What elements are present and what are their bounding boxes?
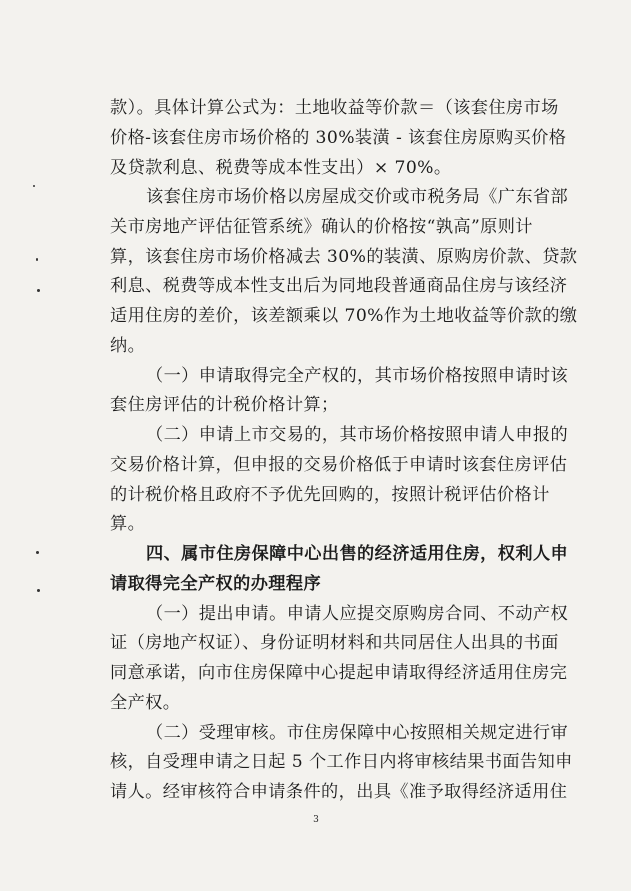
text-line: 证（房地产权证）、身份证明材料和共同居住人出具的书面 (110, 633, 559, 654)
text-line: 算，该套住房市场价格减去 30%的装潢、原购房价款、贷款 (110, 246, 578, 267)
text-line: （一）申请取得完全产权的，其市场价格按照申请时该 (146, 365, 569, 386)
section-heading: 请取得完全产权的办理程序 (110, 573, 322, 594)
text-line: 纳。 (110, 335, 146, 356)
scan-speck (36, 258, 38, 261)
text-line: 算。 (110, 514, 146, 535)
text-line: 利息、税费等成本性支出后为同地段普通商品住房与该经济 (110, 276, 568, 297)
text-line: 关市房地产评估征管系统》确认的价格按“孰高”原则计 (110, 217, 533, 237)
text-line: （二）受理审核。市住房保障中心按照相关规定进行审 (146, 722, 569, 743)
text-line: （二）申请上市交易的，其市场价格按照申请人申报的 (146, 425, 569, 446)
scan-speck (37, 289, 40, 292)
scan-speck (36, 551, 39, 554)
text-line: 交易价格计算，但申报的交易价格低于申请时该套住房评估 (110, 454, 568, 475)
text-line: 的计税价格且政府不予优先回购的，按照计税评估价格计 (110, 484, 550, 505)
page-number: 3 (313, 815, 319, 825)
text-line: 全产权。 (110, 692, 181, 713)
text-line: 及贷款利息、税费等成本性支出）× 70%。 (110, 157, 452, 178)
text-line: 同意承诺，向市住房保障中心提起申请取得经济适用住房完 (110, 663, 568, 683)
text-line: 套住房评估的计税价格计算； (110, 395, 339, 416)
text-line: 核，自受理申请之日起 5 个工作日内将审核结果书面告知申 (110, 752, 573, 773)
text-line: 款）。具体计算公式为：土地收益等价款＝（该套住房市场 (110, 98, 559, 118)
section-heading: 四、属市住房保障中心出售的经济适用住房，权利人申 (146, 544, 569, 565)
text-line: 价格-该套住房市场价格的 30%装潢 - 该套住房原购买价格 (110, 127, 567, 148)
scan-speck (33, 185, 35, 187)
text-line: 请人。经审核符合申请条件的，出具《准予取得经济适用住 (110, 782, 568, 802)
scan-speck (37, 589, 40, 592)
text-line: 适用住房的差价，该差额乘以 70%作为土地收益等价款的缴 (110, 306, 578, 327)
text-line: （一）提出申请。申请人应提交原购房合同、不动产权 (146, 603, 569, 624)
text-line: 该套住房市场价格以房屋成交价或市税务局《广东省部 (146, 187, 569, 208)
